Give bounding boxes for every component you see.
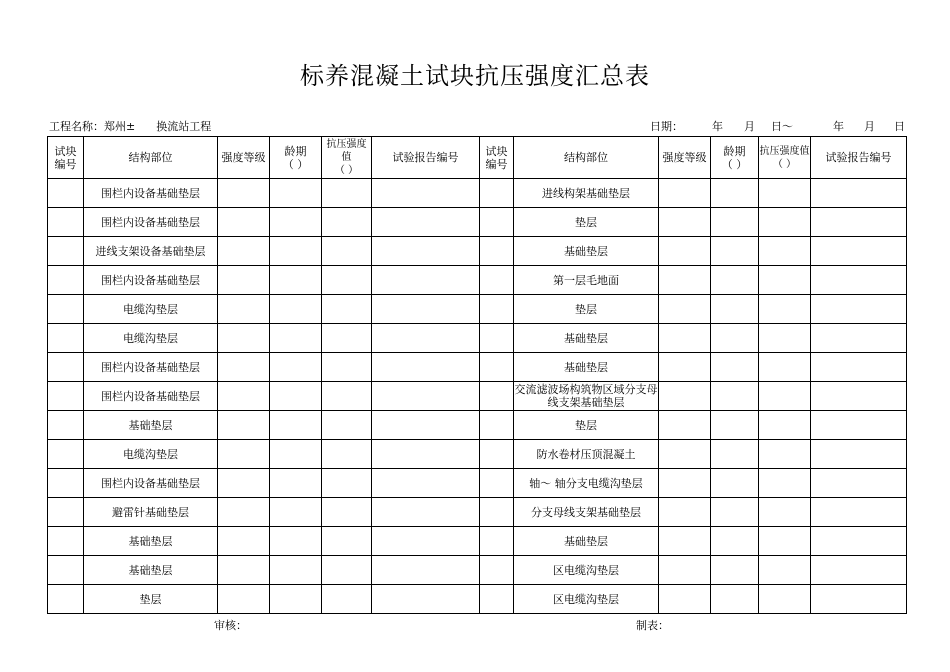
- right-location-cell: 区电缆沟垫层: [514, 556, 659, 585]
- right-age-cell: [711, 498, 759, 527]
- right-location-cell: 垫层: [514, 411, 659, 440]
- left-age-cell: [270, 324, 322, 353]
- left-grade-cell: [218, 527, 270, 556]
- table-row: [48, 527, 907, 556]
- left-id-cell: [48, 208, 84, 237]
- left-location-cell: 电缆沟垫层: [84, 295, 218, 324]
- right-grade-cell: [659, 469, 711, 498]
- left-id-cell: [48, 498, 84, 527]
- left-id-cell: [48, 469, 84, 498]
- table-row: [48, 295, 907, 324]
- left-location-cell: 垫层: [84, 585, 218, 614]
- page-title: 标养混凝土试块抗压强度汇总表: [300, 62, 650, 90]
- left-age-cell: [270, 237, 322, 266]
- left-id-cell: [48, 237, 84, 266]
- left-grade-cell: [218, 237, 270, 266]
- table-row: [48, 353, 907, 382]
- header-age: 龄期 （ ）: [711, 137, 759, 179]
- left-location-cell: 避雷针基础垫层: [84, 498, 218, 527]
- right-strength-cell: [759, 237, 811, 266]
- right-id-cell: [480, 556, 514, 585]
- right-grade-cell: [659, 237, 711, 266]
- left-grade-cell: [218, 585, 270, 614]
- left-age-cell: [270, 411, 322, 440]
- table-row: [48, 440, 907, 469]
- left-id-cell: [48, 411, 84, 440]
- date-day-end: 日: [894, 120, 905, 133]
- left-id-cell: [48, 266, 84, 295]
- table-row: [48, 498, 907, 527]
- left-report-cell: [372, 266, 480, 295]
- right-grade-cell: [659, 324, 711, 353]
- left-location-cell: 围栏内设备基础垫层: [84, 179, 218, 208]
- left-strength-cell: [322, 469, 372, 498]
- right-strength-cell: [759, 382, 811, 411]
- left-location-cell: 基础垫层: [84, 527, 218, 556]
- left-strength-cell: [322, 179, 372, 208]
- summary-table: [47, 136, 907, 614]
- header-location: 结构部位: [84, 137, 218, 179]
- right-location-cell: 进线构架基础垫层: [514, 179, 659, 208]
- prepared-label: 制表：: [636, 619, 669, 632]
- table-row: [48, 266, 907, 295]
- right-age-cell: [711, 382, 759, 411]
- right-location-cell: 基础垫层: [514, 353, 659, 382]
- right-strength-cell: [759, 498, 811, 527]
- date-year-start: 年: [712, 120, 723, 133]
- header-location: 结构部位: [514, 137, 659, 179]
- left-age-cell: [270, 498, 322, 527]
- left-location-cell: 围栏内设备基础垫层: [84, 266, 218, 295]
- left-report-cell: [372, 237, 480, 266]
- left-strength-cell: [322, 382, 372, 411]
- right-age-cell: [711, 353, 759, 382]
- left-report-cell: [372, 585, 480, 614]
- table-header-row: [48, 137, 907, 179]
- left-report-cell: [372, 469, 480, 498]
- table-row: [48, 411, 907, 440]
- table-row: [48, 469, 907, 498]
- header-strength: 抗压强度值 （ ）: [759, 137, 811, 179]
- right-strength-cell: [759, 556, 811, 585]
- table-row: [48, 237, 907, 266]
- left-grade-cell: [218, 411, 270, 440]
- right-id-cell: [480, 411, 514, 440]
- left-strength-cell: [322, 237, 372, 266]
- right-id-cell: [480, 498, 514, 527]
- left-grade-cell: [218, 179, 270, 208]
- right-grade-cell: [659, 266, 711, 295]
- left-id-cell: [48, 179, 84, 208]
- right-id-cell: [480, 266, 514, 295]
- date-month-end: 月: [864, 120, 875, 133]
- left-age-cell: [270, 208, 322, 237]
- right-id-cell: [480, 237, 514, 266]
- right-grade-cell: [659, 411, 711, 440]
- right-strength-cell: [759, 324, 811, 353]
- left-report-cell: [372, 353, 480, 382]
- right-report-cell: [811, 382, 907, 411]
- left-report-cell: [372, 440, 480, 469]
- left-age-cell: [270, 440, 322, 469]
- header-age: 龄期 （ ）: [270, 137, 322, 179]
- left-report-cell: [372, 324, 480, 353]
- project-name: 工程名称：郑州± 换流站工程: [49, 120, 212, 133]
- left-report-cell: [372, 498, 480, 527]
- left-id-cell: [48, 440, 84, 469]
- right-grade-cell: [659, 208, 711, 237]
- right-report-cell: [811, 179, 907, 208]
- left-location-cell: 围栏内设备基础垫层: [84, 353, 218, 382]
- right-grade-cell: [659, 179, 711, 208]
- left-report-cell: [372, 382, 480, 411]
- right-id-cell: [480, 440, 514, 469]
- right-report-cell: [811, 295, 907, 324]
- left-grade-cell: [218, 556, 270, 585]
- right-grade-cell: [659, 382, 711, 411]
- header-id: 试块 编号: [480, 137, 514, 179]
- left-id-cell: [48, 353, 84, 382]
- left-id-cell: [48, 527, 84, 556]
- right-location-cell: 垫层: [514, 208, 659, 237]
- left-age-cell: [270, 266, 322, 295]
- left-age-cell: [270, 179, 322, 208]
- left-location-cell: 围栏内设备基础垫层: [84, 208, 218, 237]
- right-report-cell: [811, 266, 907, 295]
- right-id-cell: [480, 324, 514, 353]
- right-age-cell: [711, 527, 759, 556]
- header-strength: 抗压强度值 （ ）: [322, 137, 372, 179]
- left-id-cell: [48, 324, 84, 353]
- left-id-cell: [48, 382, 84, 411]
- left-age-cell: [270, 469, 322, 498]
- right-report-cell: [811, 324, 907, 353]
- left-age-cell: [270, 585, 322, 614]
- left-grade-cell: [218, 382, 270, 411]
- left-location-cell: 基础垫层: [84, 556, 218, 585]
- left-age-cell: [270, 527, 322, 556]
- left-age-cell: [270, 295, 322, 324]
- right-id-cell: [480, 179, 514, 208]
- right-age-cell: [711, 469, 759, 498]
- right-strength-cell: [759, 527, 811, 556]
- left-grade-cell: [218, 440, 270, 469]
- left-report-cell: [372, 208, 480, 237]
- right-grade-cell: [659, 295, 711, 324]
- left-strength-cell: [322, 440, 372, 469]
- left-age-cell: [270, 382, 322, 411]
- right-id-cell: [480, 527, 514, 556]
- header-grade: 强度等级: [659, 137, 711, 179]
- right-strength-cell: [759, 440, 811, 469]
- right-age-cell: [711, 237, 759, 266]
- right-age-cell: [711, 208, 759, 237]
- left-strength-cell: [322, 585, 372, 614]
- right-location-cell: 分支母线支架基础垫层: [514, 498, 659, 527]
- table-row: [48, 208, 907, 237]
- left-location-cell: 基础垫层: [84, 411, 218, 440]
- right-grade-cell: [659, 353, 711, 382]
- left-strength-cell: [322, 295, 372, 324]
- left-location-cell: 电缆沟垫层: [84, 440, 218, 469]
- date-day-start: 日～: [771, 120, 793, 133]
- right-strength-cell: [759, 179, 811, 208]
- left-location-cell: 电缆沟垫层: [84, 324, 218, 353]
- right-grade-cell: [659, 440, 711, 469]
- left-strength-cell: [322, 353, 372, 382]
- right-age-cell: [711, 440, 759, 469]
- right-age-cell: [711, 179, 759, 208]
- table-row: [48, 179, 907, 208]
- left-strength-cell: [322, 324, 372, 353]
- left-strength-cell: [322, 411, 372, 440]
- right-strength-cell: [759, 295, 811, 324]
- right-report-cell: [811, 556, 907, 585]
- right-location-cell: 轴～ 轴分支电缆沟垫层: [514, 469, 659, 498]
- header-report: 试验报告编号: [811, 137, 907, 179]
- table-row: [48, 382, 907, 411]
- header-report: 试验报告编号: [372, 137, 480, 179]
- left-report-cell: [372, 527, 480, 556]
- right-age-cell: [711, 556, 759, 585]
- right-location-cell: 交流滤波场构筑物区域分支母线支架基础垫层: [514, 383, 658, 409]
- right-location-cell: 基础垫层: [514, 527, 659, 556]
- right-location-cell: 第一层毛地面: [514, 266, 659, 295]
- left-report-cell: [372, 179, 480, 208]
- left-grade-cell: [218, 324, 270, 353]
- right-strength-cell: [759, 469, 811, 498]
- right-grade-cell: [659, 498, 711, 527]
- right-age-cell: [711, 324, 759, 353]
- right-report-cell: [811, 353, 907, 382]
- left-strength-cell: [322, 556, 372, 585]
- left-report-cell: [372, 411, 480, 440]
- right-strength-cell: [759, 411, 811, 440]
- left-report-cell: [372, 556, 480, 585]
- right-report-cell: [811, 469, 907, 498]
- left-location-cell: 围栏内设备基础垫层: [84, 382, 218, 411]
- date-year-end: 年: [833, 120, 844, 133]
- right-grade-cell: [659, 527, 711, 556]
- left-strength-cell: [322, 498, 372, 527]
- left-age-cell: [270, 353, 322, 382]
- right-report-cell: [811, 411, 907, 440]
- left-id-cell: [48, 556, 84, 585]
- right-strength-cell: [759, 266, 811, 295]
- table-row: [48, 556, 907, 585]
- right-id-cell: [480, 382, 514, 411]
- date-month-start: 月: [744, 120, 755, 133]
- right-strength-cell: [759, 208, 811, 237]
- right-age-cell: [711, 295, 759, 324]
- right-report-cell: [811, 527, 907, 556]
- right-strength-cell: [759, 585, 811, 614]
- left-location-cell: 围栏内设备基础垫层: [84, 469, 218, 498]
- right-id-cell: [480, 585, 514, 614]
- left-location-cell: 进线支架设备基础垫层: [84, 237, 218, 266]
- left-grade-cell: [218, 295, 270, 324]
- right-grade-cell: [659, 556, 711, 585]
- review-label: 审核：: [214, 619, 247, 632]
- left-strength-cell: [322, 527, 372, 556]
- left-strength-cell: [322, 208, 372, 237]
- right-location-cell: 防水卷材压顶混凝土: [514, 440, 659, 469]
- header-id: 试块 编号: [48, 137, 84, 179]
- left-age-cell: [270, 556, 322, 585]
- left-grade-cell: [218, 498, 270, 527]
- left-strength-cell: [322, 266, 372, 295]
- left-grade-cell: [218, 208, 270, 237]
- right-location-cell: 垫层: [514, 295, 659, 324]
- left-id-cell: [48, 585, 84, 614]
- table-row: [48, 324, 907, 353]
- right-report-cell: [811, 208, 907, 237]
- left-grade-cell: [218, 469, 270, 498]
- right-age-cell: [711, 411, 759, 440]
- left-grade-cell: [218, 353, 270, 382]
- right-id-cell: [480, 353, 514, 382]
- right-age-cell: [711, 585, 759, 614]
- right-report-cell: [811, 237, 907, 266]
- date-label: 日期：: [650, 120, 683, 133]
- right-report-cell: [811, 498, 907, 527]
- right-id-cell: [480, 295, 514, 324]
- right-location-cell: 区电缆沟垫层: [514, 585, 659, 614]
- right-location-cell: 基础垫层: [514, 324, 659, 353]
- right-id-cell: [480, 469, 514, 498]
- right-report-cell: [811, 440, 907, 469]
- right-grade-cell: [659, 585, 711, 614]
- right-report-cell: [811, 585, 907, 614]
- header-grade: 强度等级: [218, 137, 270, 179]
- left-id-cell: [48, 295, 84, 324]
- right-age-cell: [711, 266, 759, 295]
- left-report-cell: [372, 295, 480, 324]
- right-id-cell: [480, 208, 514, 237]
- right-strength-cell: [759, 353, 811, 382]
- right-location-cell: 基础垫层: [514, 237, 659, 266]
- table-row: [48, 585, 907, 614]
- left-grade-cell: [218, 266, 270, 295]
